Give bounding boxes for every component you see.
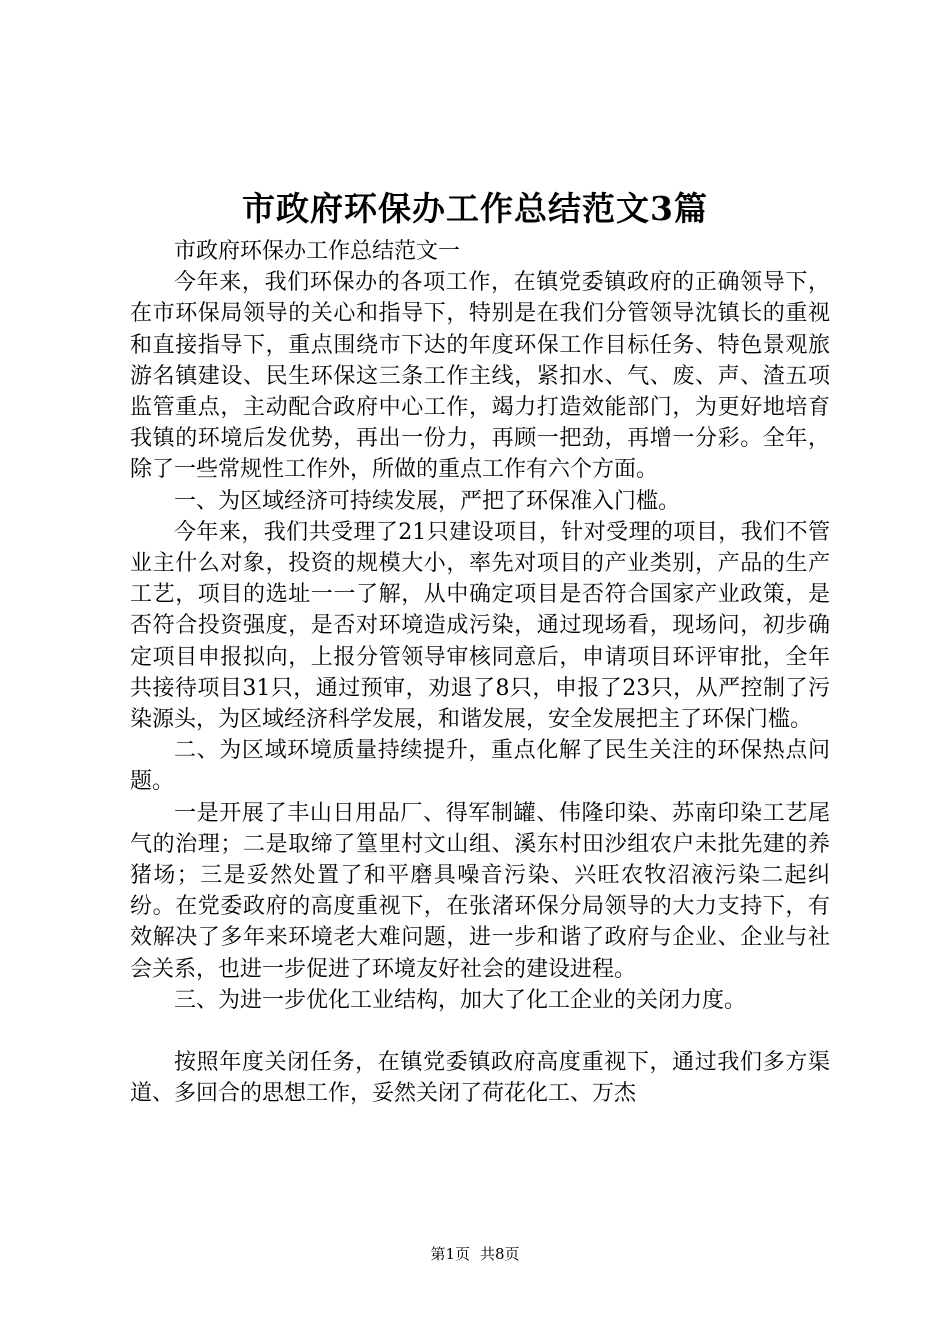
section-heading: 一、为区域经济可持续发展，严把了环保准入门槛。 (174, 488, 681, 514)
document-title: 市政府环保办工作总结范文3篇 (242, 189, 708, 228)
body-paragraph: 一是开展了丰山日用品厂、得军制罐、伟隆印染、苏南印染工艺尾气的治理；二是取缔了篁里村文山组、溪东村田沙组农户未批先建的养猪场；三是妥然处置了和平磨具噪音污染、兴旺农牧沼液污染二起纠纷。在党委政府的高度重视下，在张渚环保分局领导的大力支持下，有效解决了多年来环境老大难问题，进一步和谐了政府与企业、企业与社会关系，也进一步促进了环境友好社会的建设进程。 (130, 800, 830, 982)
section-heading: 市政府环保办工作总结范文一 (174, 239, 461, 264)
body-paragraph: 今年来，我们共受理了21只建设项目，针对受理的项目，我们不管业主什么对象，投资的规模大小，率先对项目的产业类别，产品的生产工艺，项目的选址一一了解，从中确定项目是否符合国家产业政策，是否符合投资强度，是否对环境造成污染，通过现场看，现场问，初步确定项目申报拟向，上报分管领导审核同意后，申请项目环评审批，全年共接待项目31只，通过预审，劝退了8只，申报了23只，从严控制了污染源头，为区域经济科学发展，和谐发展，安全发展把主了环保门槛。 (130, 519, 830, 733)
body-paragraph: 按照年度关闭任务，在镇党委镇政府高度重视下，通过我们多方渠道、多回合的思想工作，妥然关闭了荷花化工、万杰 (130, 1050, 830, 1107)
page-footer (0, 1242, 950, 1266)
body-paragraph: 今年来，我们环保办的各项工作，在镇党委镇政府的正确领导下，在市环保局领导的关心和指导下，特别是在我们分管领导沈镇长的重视和直接指导下，重点围绕市下达的年度环保工作目标任务、特色景观旅游名镇建设、民生环保这三条工作主线，紧扣水、气、废、声、渣五项监管重点，主动配合政府中心工作，竭力打造效能部门，为更好地培育我镇的环境后发优势，再出一份力，再顾一把劲，再增一分彩。全年，除了一些常规性工作外，所做的重点工作有六个方面。 (130, 270, 830, 483)
page-number: 第1页 (430, 1245, 470, 1263)
document-body (130, 236, 830, 1109)
section-heading: 三、为进一步优化工业结构，加大了化工企业的关闭力度。 (174, 987, 747, 1013)
page-total: 共8页 (480, 1245, 520, 1263)
section-heading: 二、为区域环境质量持续提升，重点化解了民生关注的环保热点问题。 (130, 738, 830, 795)
